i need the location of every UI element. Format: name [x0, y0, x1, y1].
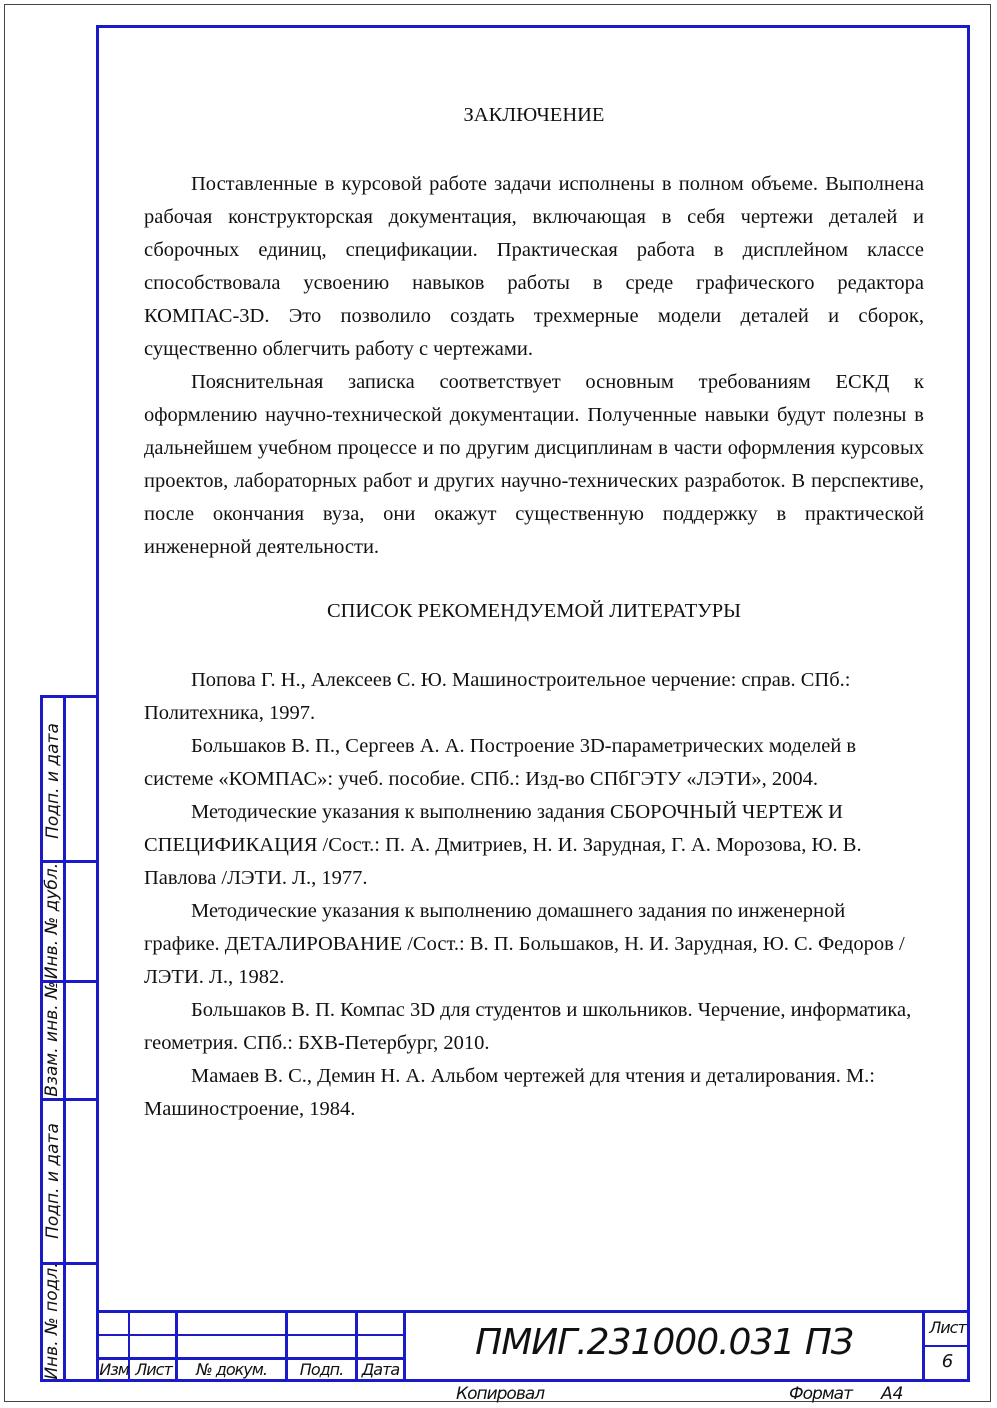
document-designation: ПМИГ.231000.031 ПЗ: [475, 1322, 853, 1363]
header-date: Дата: [361, 1360, 400, 1379]
side-label-replace-inv: Взам. инв. №: [42, 981, 62, 1097]
conclusion-paragraph: Поставленные в курсовой работе задачи исполнены в полном объеме. Выполнена рабочая конструкторская документация, включающая в себя чертежи деталей и сборочных единиц, спецификации. Практическая работа в дисплейном классе способствовала усвоению навыков работы в среде графического редактора КОМПАС-3D. Это позволило создать трехмерные модели деталей и сборок, существенно облегчить работу с чертежами.: [144, 173, 924, 360]
sheet-number: 6: [941, 1351, 954, 1372]
literature-list: [144, 664, 924, 1126]
literature-item: Большаков В. П., Сергеев А. А. Построение 3D-параметрических моделей в системе «КОМПАС»: учеб. пособие. СПб.: Изд-во СПбГЭТУ «ЛЭТИ», 2004.: [144, 735, 857, 790]
literature-item: Методические указания к выполнению домашнего задания по инженерной графике. ДЕТАЛИРОВАНИЕ /Сост.: В. П. Большаков, Н. И. Зарудная, Ю. С. Федоров /ЛЭТИ. Л., 1982.: [144, 900, 905, 988]
side-label-sign-date-2: Подп. и дата: [43, 1123, 63, 1239]
title-block-line: [922, 1345, 970, 1347]
conclusion-body: [144, 168, 924, 564]
literature-title: СПИСОК РЕКОМЕНДУЕМОЙ ЛИТЕРАТУРЫ: [326, 600, 742, 622]
title-block-line: [96, 1334, 406, 1336]
header-doc-number: № докум.: [196, 1360, 267, 1379]
header-sheet: Лист: [135, 1360, 172, 1379]
side-label-dup-inv: Инв. № дубл.: [42, 862, 62, 980]
conclusion-paragraph: Пояснительная записка соответствует основным требованиям ЕСКД к оформлению научно-технической документации. Полученные навыки будут полезны в дальнейшем учебном процессе и по другим дисциплинам в части оформления курсовых проектов, лабораторных работ и других научно-технических разработок. В перспективе, после окончания вуза, они окажут существенную поддержку в практической инженерной деятельности.: [144, 371, 924, 558]
side-stamp-line: [40, 695, 97, 698]
format-label: Формат: [789, 1384, 852, 1404]
format-value: А4: [881, 1384, 904, 1404]
header-change: Изм: [99, 1360, 129, 1379]
title-block-line: [96, 1310, 970, 1313]
header-signature: Подп.: [299, 1360, 344, 1379]
side-label-orig-inv: Инв. № подл.: [42, 1262, 62, 1380]
literature-item: Методические указания к выполнению задания СБОРОЧНЫЙ ЧЕРТЕЖ И СПЕЦИФИКАЦИЯ /Сост.: П. А. Дмитриев, Н. И. Зарудная, Г. А. Морозова, Ю. В. Павлова /ЛЭТИ. Л., 1977.: [144, 801, 862, 889]
literature-item: Мамаев В. С., Демин Н. А. Альбом чертежей для чтения и деталирования. М.: Машиностроение, 1984.: [144, 1065, 875, 1120]
copied-label: Копировал: [456, 1384, 545, 1404]
sheet-label: Лист: [929, 1318, 966, 1337]
literature-item: Большаков В. П. Компас 3D для студентов и школьников. Черчение, информатика, геометрия. СПб.: БХВ-Петербург, 2010.: [144, 999, 912, 1054]
literature-item: Попова Г. Н., Алексеев С. Ю. Машиностроительное черчение: справ. СПб.: Политехника, 1997.: [144, 669, 851, 724]
conclusion-title: ЗАКЛЮЧЕНИЕ: [463, 104, 605, 126]
side-label-sign-date: Подп. и дата: [43, 723, 63, 839]
